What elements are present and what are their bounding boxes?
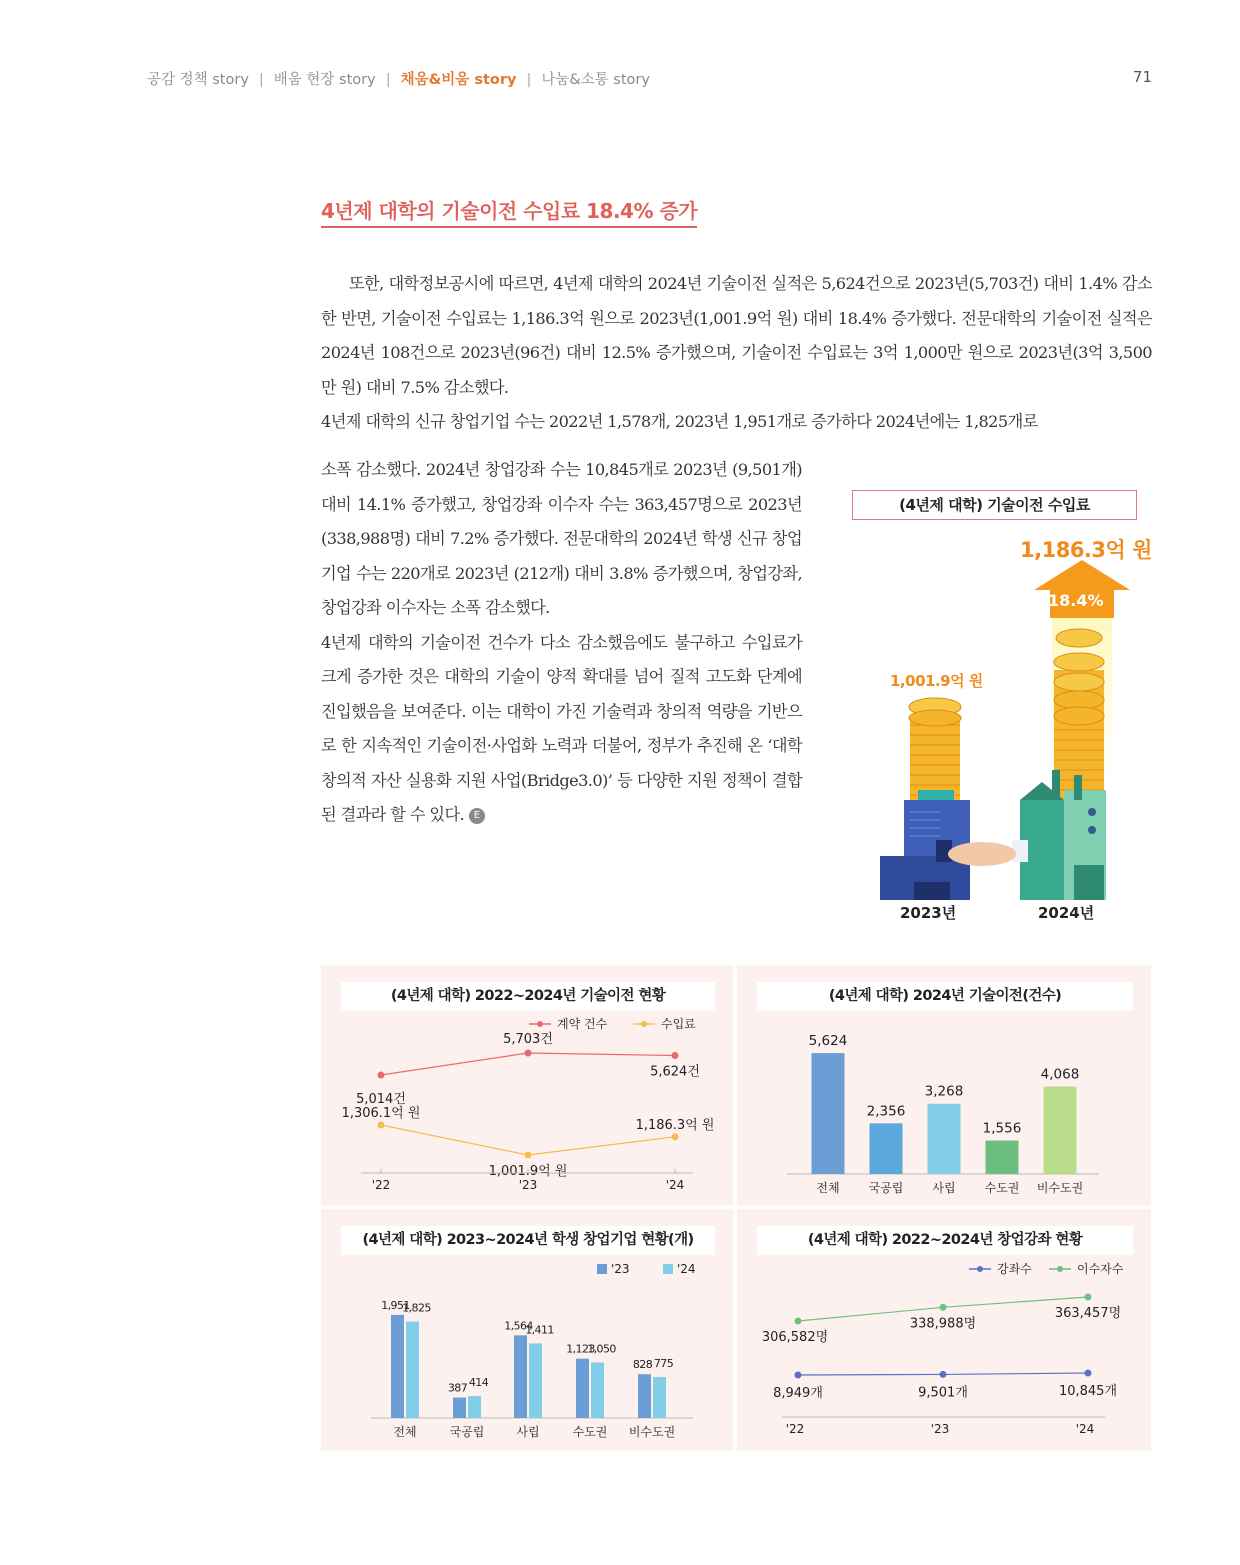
nav-separator: | — [385, 72, 391, 88]
legend-label: 수입료 — [661, 1017, 696, 1031]
chart-title: (4년제 대학) 2024년 기술이전(건수) — [757, 982, 1133, 1011]
paragraph-text: 4년제 대학의 기술이전 건수가 다소 감소했음에도 불구하고 수입료가 크게 증가한 것은 대학의 기술이 양적 확대를 넘어 질적 고도화 단계에 진입했음을 보여준다. 이는 대학이 가진 기술력과 창의적 역량을 기반으로 한 지속적인 기술이전·사업화 노력과 더불어, 정부가 추진해 온 ‘대학 창의적 자산 실용화 지원 사업(Bridge3.0)’ 등 다양한 지원 정책이 결합된 결과라 할 수 있다. — [321, 632, 802, 824]
paragraph: 소폭 감소했다. 2024년 창업강좌 수는 10,845개로 2023년 (9,501개) 대비 14.1% 증가했고, 창업강좌 이수자 수는 363,457명으로 2023년(338,988명) 대비 7.2% 증가했다. 전문대학의 2024년 학생 신규 창업기업 수는 220개로 2023년 (212개) 대비 3.8% 증가했으며, 창업강좌, 창업강좌 이수자는 소폭 감소했다. — [321, 460, 802, 617]
chart-title: (4년제 대학) 2023~2024년 학생 창업기업 현황(개) — [341, 1226, 715, 1255]
bar — [391, 1315, 404, 1418]
bar — [928, 1104, 961, 1174]
series-line — [381, 1125, 675, 1155]
data-label: 306,582명 — [761, 1330, 829, 1345]
data-point — [525, 1152, 532, 1159]
data-label: 1,001.9억 원 — [488, 1164, 568, 1179]
data-label: 9,501개 — [918, 1385, 968, 1401]
x-tick-label: 국공립 — [868, 1181, 904, 1195]
data-label: 1,825 — [402, 1301, 431, 1315]
chart-title: (4년제 대학) 2022~2024년 창업강좌 현황 — [757, 1226, 1133, 1255]
data-point — [672, 1052, 679, 1059]
bar — [576, 1359, 589, 1418]
page-number: 71 — [1132, 68, 1152, 86]
end-mark-icon: E — [469, 808, 485, 824]
year-2023-label: 2023년 — [900, 904, 957, 922]
paragraph: 4년제 대학의 신규 창업기업 수는 2022년 1,578개, 2023년 1,951개로 증가하다 2024년에는 1,825개로 — [321, 412, 1038, 431]
chart-startup-courses — [737, 1209, 1151, 1451]
nav-item-share-communicate[interactable]: 나눔&소통 story — [541, 72, 650, 88]
section-title: 4년제 대학의 기술이전 수입료 18.4% 증가 — [321, 195, 697, 228]
legend-swatch — [597, 1264, 607, 1274]
x-tick-label: 전체 — [816, 1181, 840, 1195]
legend-marker — [641, 1021, 647, 1027]
data-point — [940, 1304, 947, 1311]
nav-item-learning-field[interactable]: 배움 현장 story — [273, 72, 376, 88]
infographic-title: (4년제 대학) 기술이전 수입료 — [852, 490, 1137, 520]
legend-marker — [1057, 1266, 1063, 1272]
x-tick-label: 수도권 — [572, 1425, 608, 1439]
legend-swatch — [663, 1264, 673, 1274]
x-tick-label: 비수도권 — [1036, 1181, 1084, 1195]
x-tick-label: 사립 — [932, 1181, 956, 1195]
x-tick-label: '24 — [1075, 1422, 1095, 1436]
revenue-infographic — [852, 490, 1152, 930]
bar — [870, 1123, 903, 1174]
x-tick-label: '24 — [665, 1178, 685, 1192]
legend-label: '24 — [677, 1262, 696, 1276]
bar — [453, 1398, 466, 1418]
data-label: 1,123 — [566, 1342, 595, 1356]
revenue-2023-label: 1,001.9억 원 — [890, 672, 983, 690]
data-point — [940, 1371, 947, 1378]
x-tick-label: '22 — [785, 1422, 805, 1436]
x-tick-label: 사립 — [516, 1425, 540, 1439]
data-label: 1,564 — [504, 1319, 533, 1333]
bar — [406, 1322, 419, 1418]
data-label: 828 — [632, 1358, 653, 1372]
data-label: 1,411 — [525, 1323, 554, 1337]
data-label: 1,951 — [381, 1298, 410, 1312]
building-2023 — [880, 790, 970, 900]
data-point — [1085, 1294, 1092, 1301]
bar — [514, 1335, 527, 1418]
bar — [653, 1377, 666, 1418]
x-tick-label: 비수도권 — [628, 1425, 676, 1439]
data-label: 1,050 — [587, 1342, 616, 1356]
x-tick-label: 전체 — [393, 1425, 417, 1439]
header-nav — [147, 68, 1152, 89]
data-point — [672, 1133, 679, 1140]
revenue-2024-label: 1,186.3억 원 — [1020, 538, 1152, 562]
bar — [812, 1053, 845, 1174]
data-label: 1,306.1억 원 — [341, 1106, 421, 1121]
legend-label: 계약 건수 — [557, 1017, 608, 1031]
data-point — [1085, 1370, 1092, 1377]
data-label: 8,949개 — [773, 1386, 823, 1401]
bar — [986, 1141, 1019, 1174]
data-label: 1,186.3억 원 — [635, 1117, 715, 1133]
chart-student-startups — [321, 1209, 733, 1451]
nav-separator: | — [526, 72, 532, 88]
body-text-full — [321, 267, 1152, 440]
data-point — [525, 1050, 532, 1057]
bar — [591, 1363, 604, 1419]
data-point — [795, 1372, 802, 1379]
x-tick-label: '22 — [371, 1178, 391, 1192]
data-point — [378, 1072, 385, 1079]
nav-item-fill-empty[interactable]: 채움&비움 story — [400, 72, 517, 88]
bar — [529, 1343, 542, 1418]
data-label: 5,624건 — [650, 1064, 700, 1080]
chart-4-svg — [737, 1209, 1151, 1451]
data-label: 5,703건 — [503, 1032, 553, 1047]
legend-label: 강좌수 — [997, 1262, 1032, 1276]
chart-tech-transfer-status — [321, 965, 733, 1205]
data-label: 387 — [447, 1381, 468, 1395]
data-label: 338,988명 — [909, 1316, 977, 1332]
nav-separator: | — [258, 72, 264, 88]
chart-title: (4년제 대학) 2022~2024년 기술이전 현황 — [341, 982, 715, 1011]
coin-stack-2023 — [909, 698, 961, 805]
legend-marker — [977, 1266, 983, 1272]
data-label: 1,556 — [982, 1120, 1022, 1137]
x-tick-label: 수도권 — [984, 1181, 1020, 1195]
paragraph — [321, 626, 802, 833]
legend-label: 이수자수 — [1077, 1262, 1124, 1276]
bar — [638, 1374, 651, 1418]
chart-1-svg — [321, 965, 733, 1205]
data-label: 5,624 — [808, 1033, 848, 1050]
x-tick-label: '23 — [518, 1178, 538, 1192]
legend-marker — [537, 1021, 543, 1027]
nav-item-empathy-policy[interactable]: 공감 정책 story — [147, 72, 249, 88]
chart-tech-transfer-count — [737, 965, 1151, 1205]
increase-percent-label: 18.4% — [1048, 591, 1104, 610]
x-tick-label: 국공립 — [449, 1425, 485, 1439]
chart-2-svg — [737, 965, 1151, 1205]
paragraph: 또한, 대학정보공시에 따르면, 4년제 대학의 2024년 기술이전 실적은 5,624건으로 2023년(5,703건) 대비 1.4% 감소한 반면, 기술이전 수입료는 1,186.3억 원으로 2023년(1,001.9억 원) 대비 18.4% 증가했다. 전문대학의 기술이전 실적은 2024년 108건으로 2023년(96건) 대비 12.5% 증가했으며, 기술이전 수입료는 3억 1,000만 원으로 2023년(3억 3,500만 원) 대비 7.5% 감소했다. — [321, 274, 1152, 397]
legend-label: '23 — [611, 1262, 630, 1276]
chart-3-svg — [321, 1209, 733, 1451]
data-label: 3,268 — [924, 1083, 964, 1100]
data-label: 10,845개 — [1058, 1384, 1118, 1399]
data-label: 5,014건 — [356, 1092, 406, 1107]
body-text-narrow — [321, 453, 802, 833]
data-point — [378, 1122, 385, 1129]
bar — [1044, 1087, 1077, 1174]
bar — [468, 1396, 481, 1418]
data-label: 363,457명 — [1054, 1306, 1122, 1321]
x-tick-label: '23 — [930, 1422, 950, 1436]
year-2024-label: 2024년 — [1038, 904, 1095, 922]
data-label: 414 — [468, 1376, 489, 1390]
data-label: 775 — [653, 1357, 674, 1371]
data-label: 2,356 — [866, 1103, 906, 1120]
page-header — [147, 68, 1152, 92]
data-point — [795, 1318, 802, 1325]
data-label: 4,068 — [1040, 1066, 1080, 1083]
